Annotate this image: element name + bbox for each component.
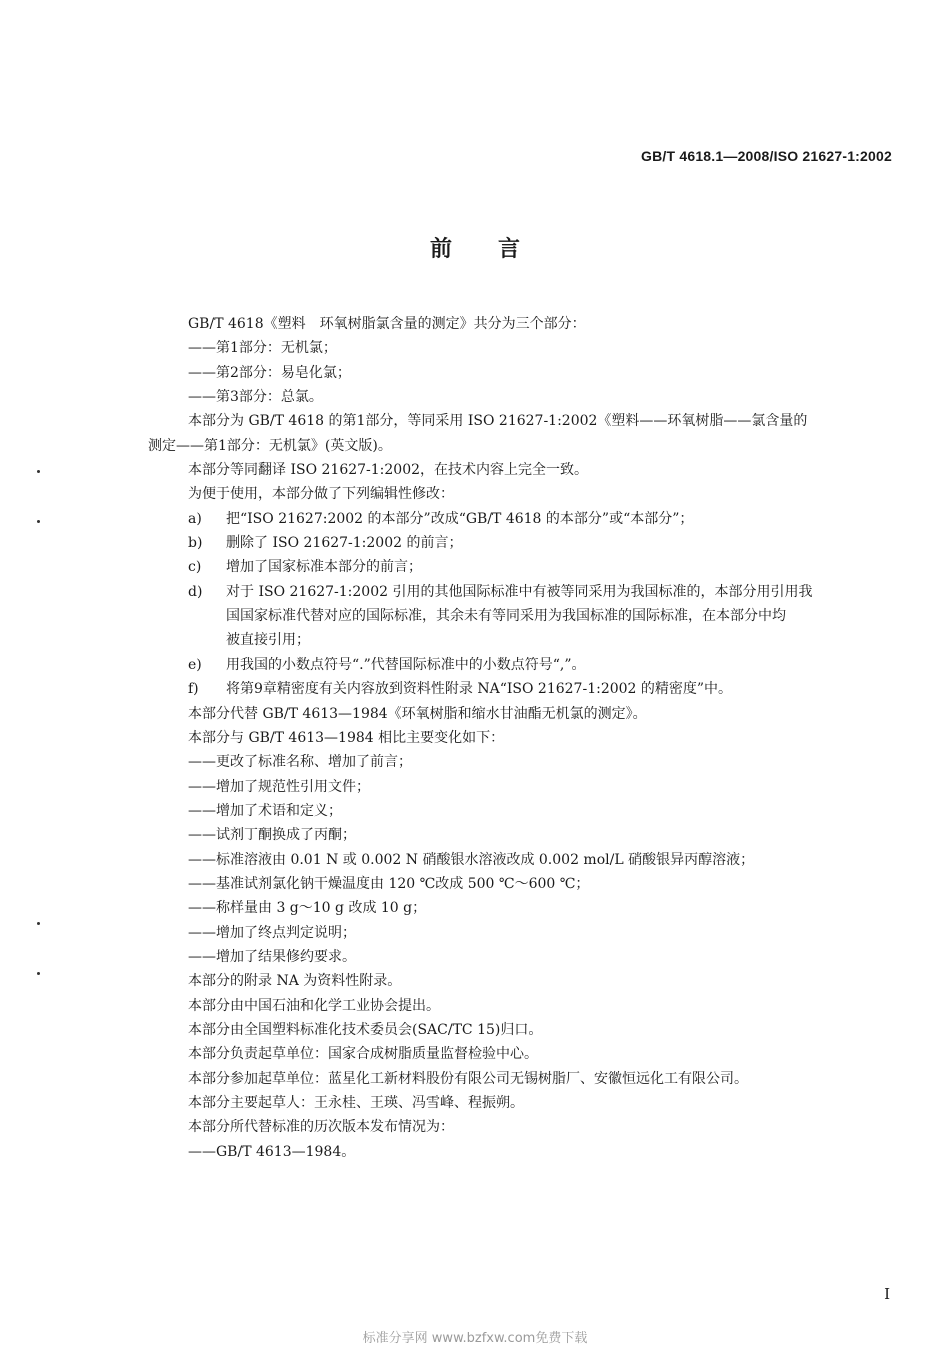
text-line: ——标准溶液由 0.01 N 或 0.002 N 硝酸银水溶液改成 0.002 mol/L 硝酸银异丙醇溶液； — [188, 851, 755, 868]
list-item-label: b) — [188, 535, 203, 552]
text-line: 本部分由全国塑料标准化技术委员会(SAC/TC 15)归口。 — [188, 1021, 543, 1038]
text-line — [148, 580, 896, 604]
list-item-label: e) — [188, 656, 202, 673]
list-item-text: 增加了国家标准本部分的前言； — [226, 559, 422, 576]
text-line: ——称样量由 3 g～10 g 改成 10 g； — [188, 900, 427, 917]
text-line: ——第3部分：总氯。 — [188, 389, 323, 406]
standard-code: GB/T 4618.1—2008/ISO 21627-1:2002 — [641, 148, 892, 164]
text-line: 本部分参加起草单位：蓝星化工新材料股份有限公司无锡树脂厂、安徽恒远化工有限公司。 — [188, 1070, 748, 1087]
page-title: 前言 — [429, 237, 566, 262]
list-item-text: 用我国的小数点符号“.”代替国际标准中的小数点符号“,”。 — [226, 656, 586, 673]
scan-dot — [37, 520, 40, 523]
text-line: 本部分主要起草人：王永桂、王瑛、冯雪峰、程振朔。 — [188, 1095, 524, 1111]
text-line: 测定——第1部分：无机氯》(英文版)。 — [148, 437, 392, 454]
text-line: 本部分所代替标准的历次版本发布情况为： — [188, 1119, 454, 1136]
text-line — [148, 531, 896, 555]
text-line: ——基准试剂氯化钠干燥温度由 120 ℃改成 500 ℃～600 ℃； — [188, 875, 590, 892]
text-line: GB/T 4618《塑料 环氧树脂氯含量的测定》共分为三个部分： — [188, 316, 586, 332]
list-item-text: 把“ISO 21627:2002 的本部分”改成“GB/T 4618 的本部分”或“本部分”； — [226, 510, 694, 527]
list-item-text: 删除了 ISO 21627-1:2002 的前言； — [226, 535, 463, 552]
page-number: I — [884, 1285, 890, 1303]
text-line — [148, 677, 896, 701]
text-line — [148, 507, 896, 531]
text-line: 本部分由中国石油和化学工业协会提出。 — [188, 997, 440, 1014]
list-item-text: 对于 ISO 21627-1:2002 引用的其他国际标准中有被等同采用为我国标准的，本部分用引用我 — [226, 583, 813, 600]
list-item-text: 将第9章精密度有关内容放到资料性附录 NA“ISO 21627-1:2002 的精密度”中。 — [226, 681, 733, 698]
text-line: 本部分负责起草单位：国家合成树脂质量监督检验中心。 — [188, 1046, 538, 1063]
text-line: ——增加了结果修约要求。 — [188, 948, 356, 965]
text-line: 被直接引用； — [226, 632, 310, 649]
scan-dot — [37, 470, 40, 473]
text-line: ——增加了终点判定说明； — [188, 924, 356, 941]
text-line: ——试剂丁酮换成了丙酮； — [188, 827, 356, 844]
foreword-body — [148, 312, 896, 1164]
text-line: 本部分等同翻译 ISO 21627-1:2002，在技术内容上完全一致。 — [188, 462, 589, 479]
list-item-label: d) — [188, 583, 203, 600]
text-line: 本部分代替 GB/T 4613—1984《环氧树脂和缩水甘油酯无机氯的测定》。 — [188, 705, 647, 722]
list-item-label: a) — [188, 510, 202, 527]
text-line: 国国家标准代替对应的国际标准，其余未有等同采用为我国标准的国际标准，在本部分中均 — [226, 608, 786, 625]
text-line: ——第1部分：无机氯； — [188, 340, 337, 357]
scan-dot — [37, 922, 40, 925]
text-line: ——更改了标准名称、增加了前言； — [188, 754, 412, 771]
text-line — [148, 653, 896, 677]
scan-dot — [37, 972, 40, 975]
text-line: ——第2部分：易皂化氯； — [188, 364, 351, 381]
text-line: 为便于使用，本部分做了下列编辑性修改： — [188, 486, 454, 503]
text-line: 本部分为 GB/T 4618 的第1部分，等同采用 ISO 21627-1:2002《塑料——环氧树脂——氯含量的 — [188, 413, 808, 430]
footer-watermark: 标准分享网 www.bzfxw.com免费下载 — [362, 1331, 588, 1346]
text-line: 本部分的附录 NA 为资料性附录。 — [188, 973, 402, 990]
text-line: 本部分与 GB/T 4613—1984 相比主要变化如下： — [188, 729, 505, 746]
text-line: ——增加了规范性引用文件； — [188, 778, 370, 795]
list-item-label: c) — [188, 559, 202, 576]
list-item-label: f) — [188, 681, 199, 698]
text-line: ——GB/T 4613—1984。 — [188, 1143, 356, 1160]
text-line — [148, 555, 896, 579]
text-line: ——增加了术语和定义； — [188, 802, 342, 819]
